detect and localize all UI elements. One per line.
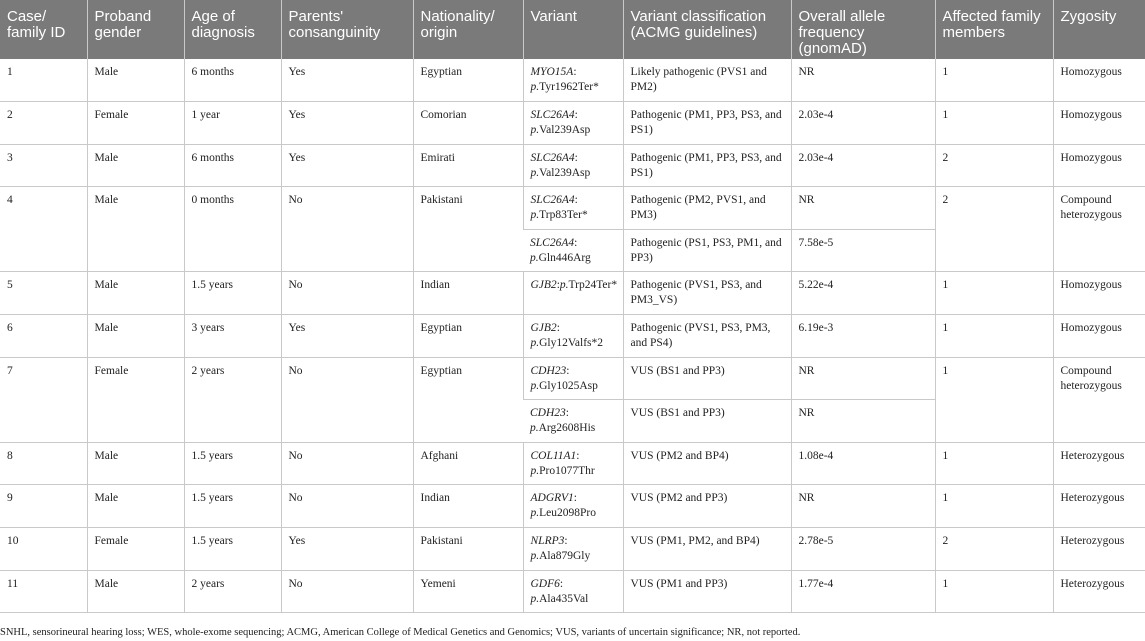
cell-variant (523, 357, 623, 400)
cell-variant (523, 229, 623, 272)
variant-gene: SLC26A4 (530, 236, 575, 249)
cell-gender: Female (87, 102, 184, 145)
cell-classification: Likely pathogenic (PVS1 and PM2) (623, 59, 791, 102)
variant-separator: : (574, 194, 578, 207)
cell-case: 11 (0, 570, 87, 613)
cell-gender: Male (87, 187, 184, 272)
cell-case: 5 (0, 272, 87, 315)
protein-prefix: p. (559, 279, 569, 292)
protein-prefix: p. (530, 251, 539, 264)
header-gender: Proband gender (87, 0, 184, 59)
cell-classification: Pathogenic (PVS1, PS3, and PM3_VS) (623, 272, 791, 315)
cell-frequency: 1.08e-4 (791, 442, 935, 485)
cell-nationality: Indian (413, 485, 523, 528)
cell-variant (523, 102, 623, 145)
header-classification: Variant classification (ACMG guidelines) (623, 0, 791, 59)
variant-separator: : (574, 151, 578, 164)
cell-zygosity: Homozygous (1053, 144, 1145, 187)
cell-zygosity: Compound heterozygous (1053, 357, 1145, 442)
cell-variant (523, 528, 623, 571)
cell-age: 6 months (184, 59, 281, 102)
cell-affected: 1 (935, 59, 1053, 102)
cell-consanguinity: Yes (281, 315, 413, 358)
variant-gene: CDH23 (530, 364, 567, 377)
cell-variant (523, 59, 623, 102)
cell-nationality: Afghani (413, 442, 523, 485)
cell-nationality: Indian (413, 272, 523, 315)
cell-gender: Female (87, 528, 184, 571)
cell-zygosity: Heterozygous (1053, 570, 1145, 613)
protein-prefix: p. (530, 550, 540, 563)
cell-affected: 2 (935, 528, 1053, 571)
cell-classification: VUS (BS1 and PP3) (623, 357, 791, 400)
cell-frequency: NR (791, 485, 935, 528)
variant-protein: p.Trp83Ter* (530, 209, 588, 222)
table-body (0, 59, 1145, 613)
header-case: Case/ family ID (0, 0, 87, 59)
header-zygosity: Zygosity (1053, 0, 1145, 59)
variant-gene: NLRP3 (530, 535, 565, 548)
cell-case: 2 (0, 102, 87, 145)
cell-variant (523, 144, 623, 187)
cell-age: 1.5 years (184, 528, 281, 571)
cell-frequency: 7.58e-5 (791, 229, 935, 272)
variant-gene: COL11A1 (530, 449, 577, 462)
variant-gene: CDH23 (530, 407, 566, 420)
cell-classification: VUS (BS1 and PP3) (623, 400, 791, 443)
cell-frequency: NR (791, 357, 935, 400)
variant-separator: : (564, 535, 568, 548)
cell-case: 9 (0, 485, 87, 528)
cell-nationality: Comorian (413, 102, 523, 145)
cell-affected: 1 (935, 102, 1053, 145)
table-footnote: SNHL, sensorineural hearing loss; WES, whole-exome sequencing; ACMG, American College of Medical Genetics and Genomics; VUS, variants of uncertain significance; NR, not reported. (0, 627, 801, 638)
cell-nationality: Egyptian (413, 315, 523, 358)
variant-protein: p.Trp24Ter* (559, 279, 618, 292)
cell-zygosity: Homozygous (1053, 272, 1145, 315)
cell-age: 1 year (184, 102, 281, 145)
variant-separator: : (576, 449, 580, 462)
cell-case: 1 (0, 59, 87, 102)
cell-frequency: 2.78e-5 (791, 528, 935, 571)
cell-gender: Male (87, 144, 184, 187)
table-row (0, 528, 1145, 571)
cell-classification: Pathogenic (PM1, PP3, PS3, and PS1) (623, 102, 791, 145)
variant-gene: GJB2 (530, 322, 557, 335)
header-frequency: Overall allele frequency (gnomAD) (791, 0, 935, 59)
cell-consanguinity: Yes (281, 144, 413, 187)
cell-frequency: NR (791, 187, 935, 230)
cell-gender: Male (87, 272, 184, 315)
cell-affected: 1 (935, 442, 1053, 485)
header-row (0, 0, 1145, 59)
protein-prefix: p. (530, 464, 540, 477)
cell-gender: Male (87, 442, 184, 485)
cell-gender: Male (87, 485, 184, 528)
table-row (0, 272, 1145, 315)
cell-gender: Male (87, 315, 184, 358)
variant-separator: : (573, 66, 577, 78)
protein-prefix: p. (530, 379, 540, 392)
cell-zygosity: Homozygous (1053, 315, 1145, 358)
table-row (0, 442, 1145, 485)
table-row (0, 59, 1145, 102)
cell-consanguinity: No (281, 357, 413, 442)
table-row (0, 485, 1145, 528)
cell-zygosity: Heterozygous (1053, 442, 1145, 485)
variant-separator: : (574, 109, 578, 122)
cell-age: 1.5 years (184, 442, 281, 485)
table-row (0, 144, 1145, 187)
cell-age: 1.5 years (184, 272, 281, 315)
cell-gender: Male (87, 59, 184, 102)
cell-gender: Male (87, 570, 184, 613)
variant-gene: ADGRV1 (530, 492, 574, 505)
variant-protein: p.Gly1025Asp (530, 379, 598, 392)
cell-case: 4 (0, 187, 87, 272)
cell-affected: 1 (935, 272, 1053, 315)
cell-classification: Pathogenic (PM2, PVS1, and PM3) (623, 187, 791, 230)
cell-nationality: Emirati (413, 144, 523, 187)
variant-protein: p.Leu2098Pro (530, 507, 596, 520)
cell-age: 1.5 years (184, 485, 281, 528)
cell-consanguinity: No (281, 570, 413, 613)
header-variant: Variant (523, 0, 623, 59)
protein-prefix: p. (530, 337, 540, 350)
cell-affected: 2 (935, 144, 1053, 187)
cell-classification: VUS (PM1, PM2, and BP4) (623, 528, 791, 571)
protein-prefix: p. (530, 507, 540, 520)
cell-zygosity: Heterozygous (1053, 485, 1145, 528)
cell-consanguinity: No (281, 442, 413, 485)
table-row (0, 315, 1145, 358)
cell-age: 6 months (184, 144, 281, 187)
table-row (0, 357, 1145, 400)
header-affected: Affected family members (935, 0, 1053, 59)
protein-prefix: p. (530, 124, 540, 137)
cell-variant (523, 570, 623, 613)
cell-nationality: Egyptian (413, 357, 523, 442)
table-row (0, 102, 1145, 145)
variant-separator: : (573, 492, 577, 505)
cell-classification: Pathogenic (PS1, PS3, PM1, and PP3) (623, 229, 791, 272)
protein-prefix: p. (530, 166, 540, 179)
protein-prefix: p. (530, 592, 540, 605)
cell-frequency: 6.19e-3 (791, 315, 935, 358)
variant-gene: SLC26A4 (530, 194, 575, 207)
cell-consanguinity: No (281, 485, 413, 528)
cell-case: 7 (0, 357, 87, 442)
cell-consanguinity: Yes (281, 528, 413, 571)
cell-frequency: NR (791, 400, 935, 443)
table-row (0, 570, 1145, 613)
variant-separator: : (565, 407, 569, 420)
cell-nationality: Pakistani (413, 528, 523, 571)
cell-case: 6 (0, 315, 87, 358)
variant-protein: p.Gly12Valfs*2 (530, 337, 604, 350)
variant-protein: p.Ala435Val (530, 592, 589, 605)
cell-nationality: Yemeni (413, 570, 523, 613)
variant-protein: p.Val239Asp (530, 124, 591, 137)
cell-case: 8 (0, 442, 87, 485)
cell-consanguinity: No (281, 187, 413, 272)
variant-separator: : (566, 364, 570, 377)
cell-age: 0 months (184, 187, 281, 272)
cell-zygosity: Homozygous (1053, 59, 1145, 102)
cell-variant (523, 315, 623, 358)
table-row (0, 187, 1145, 230)
cell-zygosity: Compound heterozygous (1053, 187, 1145, 272)
cell-classification: VUS (PM2 and BP4) (623, 442, 791, 485)
variant-gene: GJB2 (530, 279, 557, 292)
cell-frequency: 1.77e-4 (791, 570, 935, 613)
variant-separator: : (574, 236, 578, 249)
cell-affected: 1 (935, 357, 1053, 442)
variant-separator: : (556, 322, 560, 335)
cell-frequency: 2.03e-4 (791, 102, 935, 145)
variant-protein: p.Tyr1962Ter* (530, 81, 599, 93)
variant-gene: SLC26A4 (530, 151, 575, 164)
cell-variant (523, 400, 623, 443)
cell-consanguinity: Yes (281, 102, 413, 145)
variant-separator: : (556, 279, 560, 292)
cell-age: 2 years (184, 570, 281, 613)
protein-prefix: p. (530, 81, 540, 93)
cell-nationality: Pakistani (413, 187, 523, 272)
cell-frequency: 2.03e-4 (791, 144, 935, 187)
protein-prefix: p. (530, 209, 540, 222)
cell-nationality: Egyptian (413, 59, 523, 102)
variant-gene: SLC26A4 (530, 109, 575, 122)
cell-variant (523, 442, 623, 485)
cell-case: 10 (0, 528, 87, 571)
variant-protein: p.Val239Asp (530, 166, 591, 179)
cell-classification: Pathogenic (PM1, PP3, PS3, and PS1) (623, 144, 791, 187)
cell-variant (523, 187, 623, 230)
cell-frequency: 5.22e-4 (791, 272, 935, 315)
cell-variant (523, 272, 623, 315)
cell-affected: 1 (935, 570, 1053, 613)
header-nationality: Nationality/ origin (413, 0, 523, 59)
cell-zygosity: Homozygous (1053, 102, 1145, 145)
cell-consanguinity: No (281, 272, 413, 315)
header-age: Age of diagnosis (184, 0, 281, 59)
cell-gender: Female (87, 357, 184, 442)
variant-gene: GDF6 (530, 577, 560, 590)
variant-protein: p.Pro1077Thr (530, 464, 595, 477)
variant-gene: MYO15A (530, 66, 574, 78)
variant-separator: : (559, 577, 564, 590)
protein-prefix: p. (530, 422, 539, 435)
cell-classification: Pathogenic (PVS1, PS3, PM3, and PS4) (623, 315, 791, 358)
cell-classification: VUS (PM1 and PP3) (623, 570, 791, 613)
variant-protein: p.Arg2608His (530, 422, 596, 435)
cell-age: 2 years (184, 357, 281, 442)
cell-case: 3 (0, 144, 87, 187)
cell-frequency: NR (791, 59, 935, 102)
cell-consanguinity: Yes (281, 59, 413, 102)
cell-age: 3 years (184, 315, 281, 358)
variant-protein: p.Gln446Arg (530, 251, 591, 264)
cell-affected: 1 (935, 485, 1053, 528)
cell-affected: 2 (935, 187, 1053, 272)
cell-variant (523, 485, 623, 528)
header-consanguinity: Parents' consanguinity (281, 0, 413, 59)
cell-zygosity: Heterozygous (1053, 528, 1145, 571)
cell-affected: 1 (935, 315, 1053, 358)
cell-classification: VUS (PM2 and PP3) (623, 485, 791, 528)
variant-protein: p.Ala879Gly (530, 550, 591, 563)
